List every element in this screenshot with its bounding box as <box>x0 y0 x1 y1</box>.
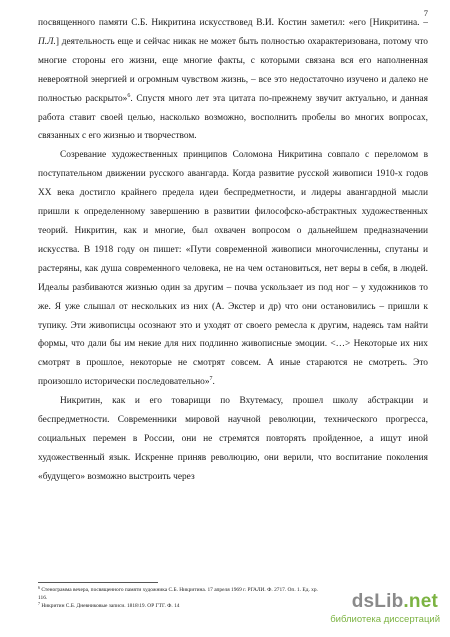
footnote-number: 6 <box>38 585 40 590</box>
footnote-text: Стенограмма вечера, посвященного памяти художника С.Б. Никритина. 17 апреля 1969 г. РГАЛИ. Ф. 2717. Оп. 1. Ед. хр. 116. <box>38 587 318 602</box>
footnote-number: 7 <box>38 601 40 607</box>
page-number: 7 <box>423 8 428 18</box>
text-run: . <box>212 377 215 388</box>
watermark-logo-text: dsLib <box>351 591 404 612</box>
footnote-ref[interactable]: 6 <box>127 92 131 99</box>
text-run: . Спустя много лет эта цитата по-прежнему звучит актуально, и данная работа ставит своей целью, насколько возможно, восполнить пробелы во многих вопросах, связанных с его жизнью и творчеством. <box>38 93 428 142</box>
paragraph <box>38 14 428 146</box>
footnote <box>38 602 318 610</box>
footnote-text: Никритин С.Б. Дневниковые записи. 1818\19. ОР ГТГ. Ф. 14 <box>40 603 180 610</box>
text-run: ] деятельность еще и сейчас никак не может быть полностью охарактеризована, потому что многие стороны его жизни, еще многие факты, с которыми связана вся его наполненная невероятной энергией и огромным чувством жизнь, – все это недостаточно изучено и далеко не полностью раскрыто» <box>38 36 428 104</box>
watermark <box>290 591 440 631</box>
watermark-tagline: библиотека диссертаций <box>330 614 440 625</box>
watermark-logo-domain: .net <box>403 591 438 612</box>
footnote-ref[interactable]: 7 <box>209 376 213 383</box>
footnote <box>38 586 318 602</box>
text-run: Никритин, как и его товарищи по Вхутемасу, прошел школу абстракции и беспредметности. Современники мировой научной революции, технического прогресса, социальных перемен в России, они не стремятся повторять пройденное, а ищут иной художественный язык. Искренне приняв революцию, они верили, что воспитание поколения «будущего» возможно выстроить через <box>38 396 428 482</box>
body-text <box>38 14 428 487</box>
watermark-logo <box>352 591 438 613</box>
footnote-divider <box>38 582 158 583</box>
paragraph <box>38 392 428 487</box>
paragraph <box>38 146 428 392</box>
italic-text: П.Л. <box>38 36 56 47</box>
text-run: Созревание художественных принципов Соломона Никритина совпало с переломом в поступательном движении русского авангарда. Когда развитие русской живописи 1910-х годов XX века достигло крайнего предела идеи беспредметности, и лидеры авангардной мысли пришли к определенному завершению в развитии философско-абстрактных художественных теорий. Никритин, как и многие, был охвачен вопросом о дальнейшем предназначении искусства. В 1918 году он пишет: «Пути современной живописи многочисленны, спутаны и растеряны, как душа современного человека, не на чем остановиться, нет веры в себя, в людей. Идеалы разбиваются жизнью один за другим – почва ускользает из под ног – у художников то же. Я уже слышал от нескольких из них (А. Экстер и др) что они остановились – пришли к тупику. Эти живописцы осознают это и уходят от своего ремесла к другим, надеясь там найти формы, что дали бы им некие для них подлинно живописные эмоции. <…> Некоторые их них смотрят в прошлое, некоторые не смотрят совсем. А иные стараются не смотреть. Это произошло исторически последовательно» <box>38 150 428 388</box>
text-run: посвященного памяти С.Б. Никритина искусствовед В.И. Костин заметил: «его [Никритина. – <box>38 18 428 28</box>
footnotes <box>38 586 318 611</box>
